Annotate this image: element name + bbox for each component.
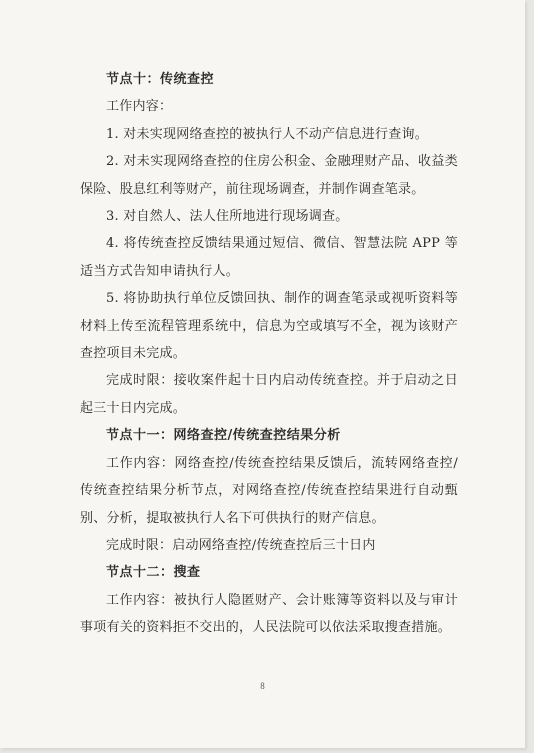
page-number: 8 <box>260 681 265 691</box>
section-heading: 节点十二：搜查 <box>106 565 201 581</box>
paragraph: 4. 将传统查控反馈结果通过短信、微信、智慧法院 APP 等适当方式告知申请执行人。 <box>80 236 458 279</box>
paragraph: 工作内容：网络查控/传统查控结果反馈后，流转网络查控/传统查控结果分析节点，对网络查控/传统查控结果进行自动甄别、分析，提取被执行人名下可供执行的财产信息。 <box>80 455 458 526</box>
paragraph: 工作内容：被执行人隐匿财产、会计账簿等资料以及与审计事项有关的资料拒不交出的，人民法院可以依法采取搜查措施。 <box>80 592 458 636</box>
paragraph: 5. 将协助执行单位反馈回执、制作的调查笔录或视听资料等材料上传至流程管理系统中，信息为空或填写不全，视为该财产查控项目未完成。 <box>80 291 458 362</box>
section-heading: 节点十：传统查控 <box>106 72 215 87</box>
page-content <box>80 66 458 642</box>
paragraph: 工作内容： <box>106 99 173 115</box>
paragraph: 2. 对未实现网络查控的住房公积金、金融理财产品、收益类保险、股息红利等财产，前往现场调查，并制作调查笔录。 <box>80 154 458 197</box>
paragraph: 1. 对未实现网络查控的被执行人不动产信息进行查询。 <box>106 126 429 142</box>
section-heading: 节点十一：网络查控/传统查控结果分析 <box>106 428 341 444</box>
paragraph: 3. 对自然人、法人住所地进行现场调查。 <box>106 209 349 225</box>
paragraph: 完成时限：启动网络查控/传统查控后三十日内 <box>106 537 376 553</box>
paragraph: 完成时限：接收案件起十日内启动传统查控。并于启动之日起三十日内完成。 <box>80 373 458 416</box>
